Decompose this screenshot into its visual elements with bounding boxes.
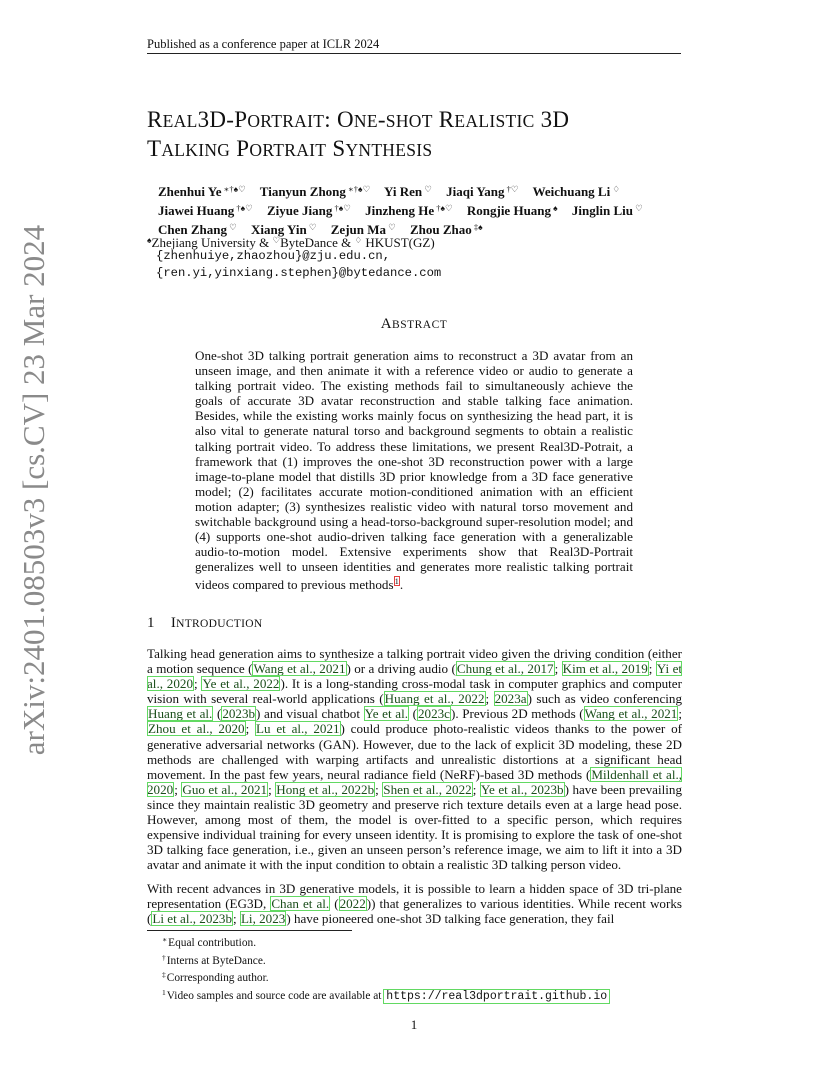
- paragraph-text: (: [408, 706, 417, 722]
- author-list: [158, 181, 698, 238]
- citation-link[interactable]: Zhou et al., 2020: [148, 721, 245, 737]
- footnote-text: Equal contribution.: [168, 937, 257, 949]
- title-part: 3D: [534, 107, 570, 132]
- affil-mark: ♡: [272, 235, 281, 245]
- author-name: Jinglin Liu: [571, 203, 633, 218]
- paragraph-text: ;: [554, 661, 562, 677]
- author-name: Rongjie Huang: [466, 203, 552, 218]
- title-part: : O: [324, 107, 354, 132]
- abstract-heading-sc: BSTRACT: [392, 319, 448, 331]
- title-part: P: [230, 136, 250, 161]
- footnote: [162, 986, 609, 1005]
- footnote: [162, 968, 609, 986]
- citation-link[interactable]: Wang et al., 2021: [584, 706, 678, 722]
- author-marks: ♡: [386, 222, 396, 232]
- title-part: SHOT: [385, 111, 433, 131]
- footnote-mark: 1: [162, 987, 166, 997]
- arxiv-id[interactable]: arXiv:2401.08503v3 [cs.CV] 23 Mar 2024: [16, 224, 51, 756]
- author-name: Jiaqi Yang: [446, 184, 505, 199]
- paragraph-text: ). It is a long-standing cross-modal task in computer graphics and computer vision with several real-world applications (: [147, 676, 682, 707]
- author-name: Ziyue Jiang: [266, 203, 333, 218]
- citation-link[interactable]: Yi et al., 2020: [147, 661, 683, 692]
- author: [158, 184, 246, 199]
- running-header: Published as a conference paper at ICLR 2024: [147, 37, 380, 51]
- title-part: R: [147, 107, 163, 132]
- affil-org: ByteDance &: [280, 235, 355, 250]
- header-rule: [147, 53, 681, 54]
- author-marks: ∗†♠♡: [345, 184, 371, 194]
- author: [267, 203, 351, 218]
- paragraph-text: ;: [194, 676, 202, 692]
- paragraph-text: ;: [485, 691, 494, 707]
- paragraph-text: ) have been prevailing since they maintain realistic 3D geometry and preserve rich texture details even at a large head pose. However, among most of them, the model is over-fitted to a specific person, which requires expensive individual training for every unseen identity. It is promising to explore the task of one-shot 3D talking face generation, i.e., given an unseen person’s reference image, we aim to lift it into a 3D avatar and animate it with the input condition to obtain a realistic 3D talking person video.: [147, 781, 682, 873]
- title-part: T: [147, 136, 162, 161]
- footnote: [162, 951, 609, 969]
- author-name: Xiang Yin: [251, 222, 307, 237]
- author-marks: ∗†♠♡: [221, 184, 246, 194]
- affil-org: HKUST(GZ): [362, 235, 435, 250]
- citation-link[interactable]: Wang et al., 2021: [253, 661, 346, 677]
- author-marks: †♡: [504, 184, 519, 194]
- footnote-text: Interns at ByteDance.: [166, 954, 266, 967]
- footnote-url-link[interactable]: https://real3dportrait.github.io: [386, 989, 608, 1003]
- footnote-text: Video samples and source code are available at: [166, 989, 385, 1002]
- author-marks: ♡: [306, 222, 317, 232]
- paragraph-text: ) such as video conferencing: [527, 691, 682, 707]
- paragraph-text: ) could produce photo-realistic videos thanks to the power of generative adversarial networks (GAN). However, due to the lack of explicit 3D modeling, these 2D methods are challenged with warping artifacts and unrealistic distortions at a significant head movement. In the past few years, neural radiance field (NeRF)-based 3D methods (: [147, 721, 682, 782]
- paragraph-text: (: [330, 896, 339, 912]
- title-part: 3D-P: [197, 107, 248, 132]
- author-marks: ♠: [551, 203, 558, 213]
- paragraph-text: ). Previous 2D methods (: [450, 706, 584, 722]
- abstract-body: [195, 348, 633, 593]
- paragraph-text: ) and visual chatbot: [256, 706, 364, 722]
- section-title-sc: NTRODUCTION: [176, 618, 263, 630]
- footnote-mark: †: [162, 952, 166, 962]
- author-name: Jinzheng He: [365, 203, 435, 218]
- author-marks: †♠♡: [434, 203, 453, 213]
- paragraph-text: With recent advances in 3D generative models, it is possible to learn a hidden space of 3D tri-plane representation (EG3D,: [147, 881, 682, 912]
- paragraph-text: ;: [472, 781, 480, 797]
- citation-link[interactable]: Huang et al.: [148, 706, 213, 722]
- author-name: Zhou Zhao: [410, 222, 472, 237]
- citation-link[interactable]: Li, 2023: [240, 911, 286, 927]
- author-marks: †♠♡: [332, 203, 351, 213]
- paragraph-text: ) or a driving audio (: [346, 661, 456, 677]
- author-name: Zhenhui Ye: [158, 184, 222, 199]
- footnotes: [162, 933, 609, 1004]
- author-marks: ♡: [422, 184, 432, 194]
- arxiv-stamp: [14, 224, 54, 756]
- author-name: Chen Zhang: [158, 222, 227, 237]
- citation-link[interactable]: Mildenhall et al., 2020: [147, 766, 683, 797]
- author-marks: ♢: [610, 184, 620, 194]
- author-name: Zejun Ma: [330, 222, 386, 237]
- author: [467, 203, 558, 218]
- paragraph-text: Talking head generation aims to synthesize a talking portrait video given the driving condition (either a motion sequence (: [147, 646, 682, 677]
- paper-title: [147, 106, 707, 164]
- page-number: 1: [410, 1017, 418, 1032]
- author: [533, 184, 620, 199]
- citation-link[interactable]: 2023a: [494, 691, 527, 707]
- title-part: YNTHESIS: [345, 140, 433, 160]
- citation-link[interactable]: Huang et al., 2022: [384, 691, 485, 707]
- abstract-heading-cap: A: [380, 316, 393, 332]
- paragraph-text: ;: [245, 721, 256, 737]
- author-name: Yi Ren: [383, 184, 423, 199]
- citation-link[interactable]: Kim et al., 2019: [562, 661, 648, 677]
- footnote-mark: ‡: [162, 970, 166, 980]
- title-part: EALISTIC: [454, 111, 535, 131]
- author-marks: †♠♡: [234, 203, 253, 213]
- citation-link[interactable]: Chung et al., 2017: [456, 661, 554, 677]
- title-part: S: [326, 136, 346, 161]
- footnote-rule: [147, 930, 352, 931]
- author-name: Jiawei Huang: [158, 203, 235, 218]
- title-part: R: [432, 107, 455, 132]
- title-part: -: [377, 107, 386, 132]
- title-part: ORTRAIT: [249, 140, 327, 160]
- paragraph-text: ) have pioneered one-shot 3D talking face generation, they fail: [286, 911, 615, 927]
- title-part: ALKING: [161, 140, 231, 160]
- abstract-heading: [0, 316, 828, 333]
- citation-link[interactable]: Chan et al.: [271, 896, 330, 912]
- paragraph-text: ;: [233, 911, 240, 927]
- footnote-link[interactable]: 1: [394, 576, 399, 587]
- citation-link[interactable]: Lu et al., 2021: [256, 721, 340, 737]
- affil-mark: ♠: [147, 235, 152, 245]
- paragraph-text: ;: [268, 781, 276, 797]
- author-marks: ♡: [632, 203, 643, 213]
- paragraph-text: )) that generalizes to various identities. While recent works (: [147, 896, 682, 927]
- title-part: EAL: [162, 111, 198, 131]
- author: [158, 203, 253, 218]
- paragraph-text: ;: [648, 661, 656, 677]
- author-name: Weichuang Li: [532, 184, 611, 199]
- paragraph-text: (: [213, 706, 222, 722]
- citation-link[interactable]: 2023c: [417, 706, 450, 722]
- author: [446, 184, 518, 199]
- citation-link[interactable]: Shen et al., 2022: [383, 781, 472, 797]
- title-part: ORTRAIT: [247, 111, 325, 131]
- section-title-cap: I: [170, 615, 177, 631]
- email-line: {zhenhuiye,zhaozhou}@zju.edu.cn,: [156, 249, 391, 263]
- citation-link[interactable]: Ye et al., 2022: [202, 676, 280, 692]
- intro-paragraph-1: [147, 646, 682, 872]
- author-marks: ‡♠: [471, 222, 483, 232]
- abstract-end: .: [399, 577, 404, 593]
- paragraph-text: ;: [375, 781, 383, 797]
- footnote-mark: ∗: [162, 935, 168, 944]
- intro-paragraph-2: [147, 881, 682, 926]
- author-name: Tianyun Zhong: [259, 184, 346, 199]
- affil-org: Zhejiang University &: [151, 235, 273, 250]
- footnote: [162, 933, 609, 951]
- author: [572, 203, 643, 218]
- citation-link[interactable]: Ye et al.: [364, 706, 408, 722]
- footnote-text: Corresponding author.: [166, 972, 269, 985]
- citation-link[interactable]: Li et al., 2023b: [152, 911, 233, 927]
- affil-mark: ♢: [354, 235, 363, 245]
- citation-link[interactable]: Hong et al., 2022b: [276, 781, 375, 797]
- citation-link[interactable]: Guo et al., 2021: [182, 781, 268, 797]
- author: [365, 203, 453, 218]
- citation-link[interactable]: 2023b: [222, 706, 256, 722]
- section-number: 1: [147, 615, 155, 631]
- citation-link[interactable]: 2022: [339, 896, 366, 912]
- paragraph-text: ;: [678, 706, 682, 722]
- email-line: {ren.yi,yinxiang.stephen}@bytedance.com: [156, 266, 442, 280]
- citation-link[interactable]: Ye et al., 2023b: [480, 781, 564, 797]
- author-marks: ♡: [227, 222, 237, 232]
- author: [384, 184, 432, 199]
- section-heading: [147, 615, 262, 632]
- title-part: NE: [353, 111, 378, 131]
- paragraph-text: ;: [174, 781, 182, 797]
- author: [260, 184, 370, 199]
- abstract-text: One-shot 3D talking portrait generation aims to reconstruct a 3D avatar from an unseen image, and then animate it with a reference video or audio to generate a talking portrait video. The existing methods fail to simultaneously achieve the goals of accurate 3D avatar reconstruction and stable talking face animation. Besides, while the existing works mainly focus on synthesizing the head part, it is also vital to generate natural torso and background segments to obtain a realistic talking portrait video. To address these limitations, we present Real3D-Potrait, a framework that (1) improves the one-shot 3D reconstruction power with a large image-to-plane model that distills 3D prior knowledge from a 3D face generative model; (2) facilitates accurate motion-conditioned animation with an efficient motion adapter; (3) synthesizes realistic video with natural torso movement and switchable background using a head-torso-background super-resolution model; and (4) supports one-shot audio-driven talking face generation with a generalizable audio-to-motion model. Extensive experiments show that Real3D-Portrait generalizes well to unseen identities and generates more realistic talking portrait videos compared to previous methods: [195, 348, 633, 593]
